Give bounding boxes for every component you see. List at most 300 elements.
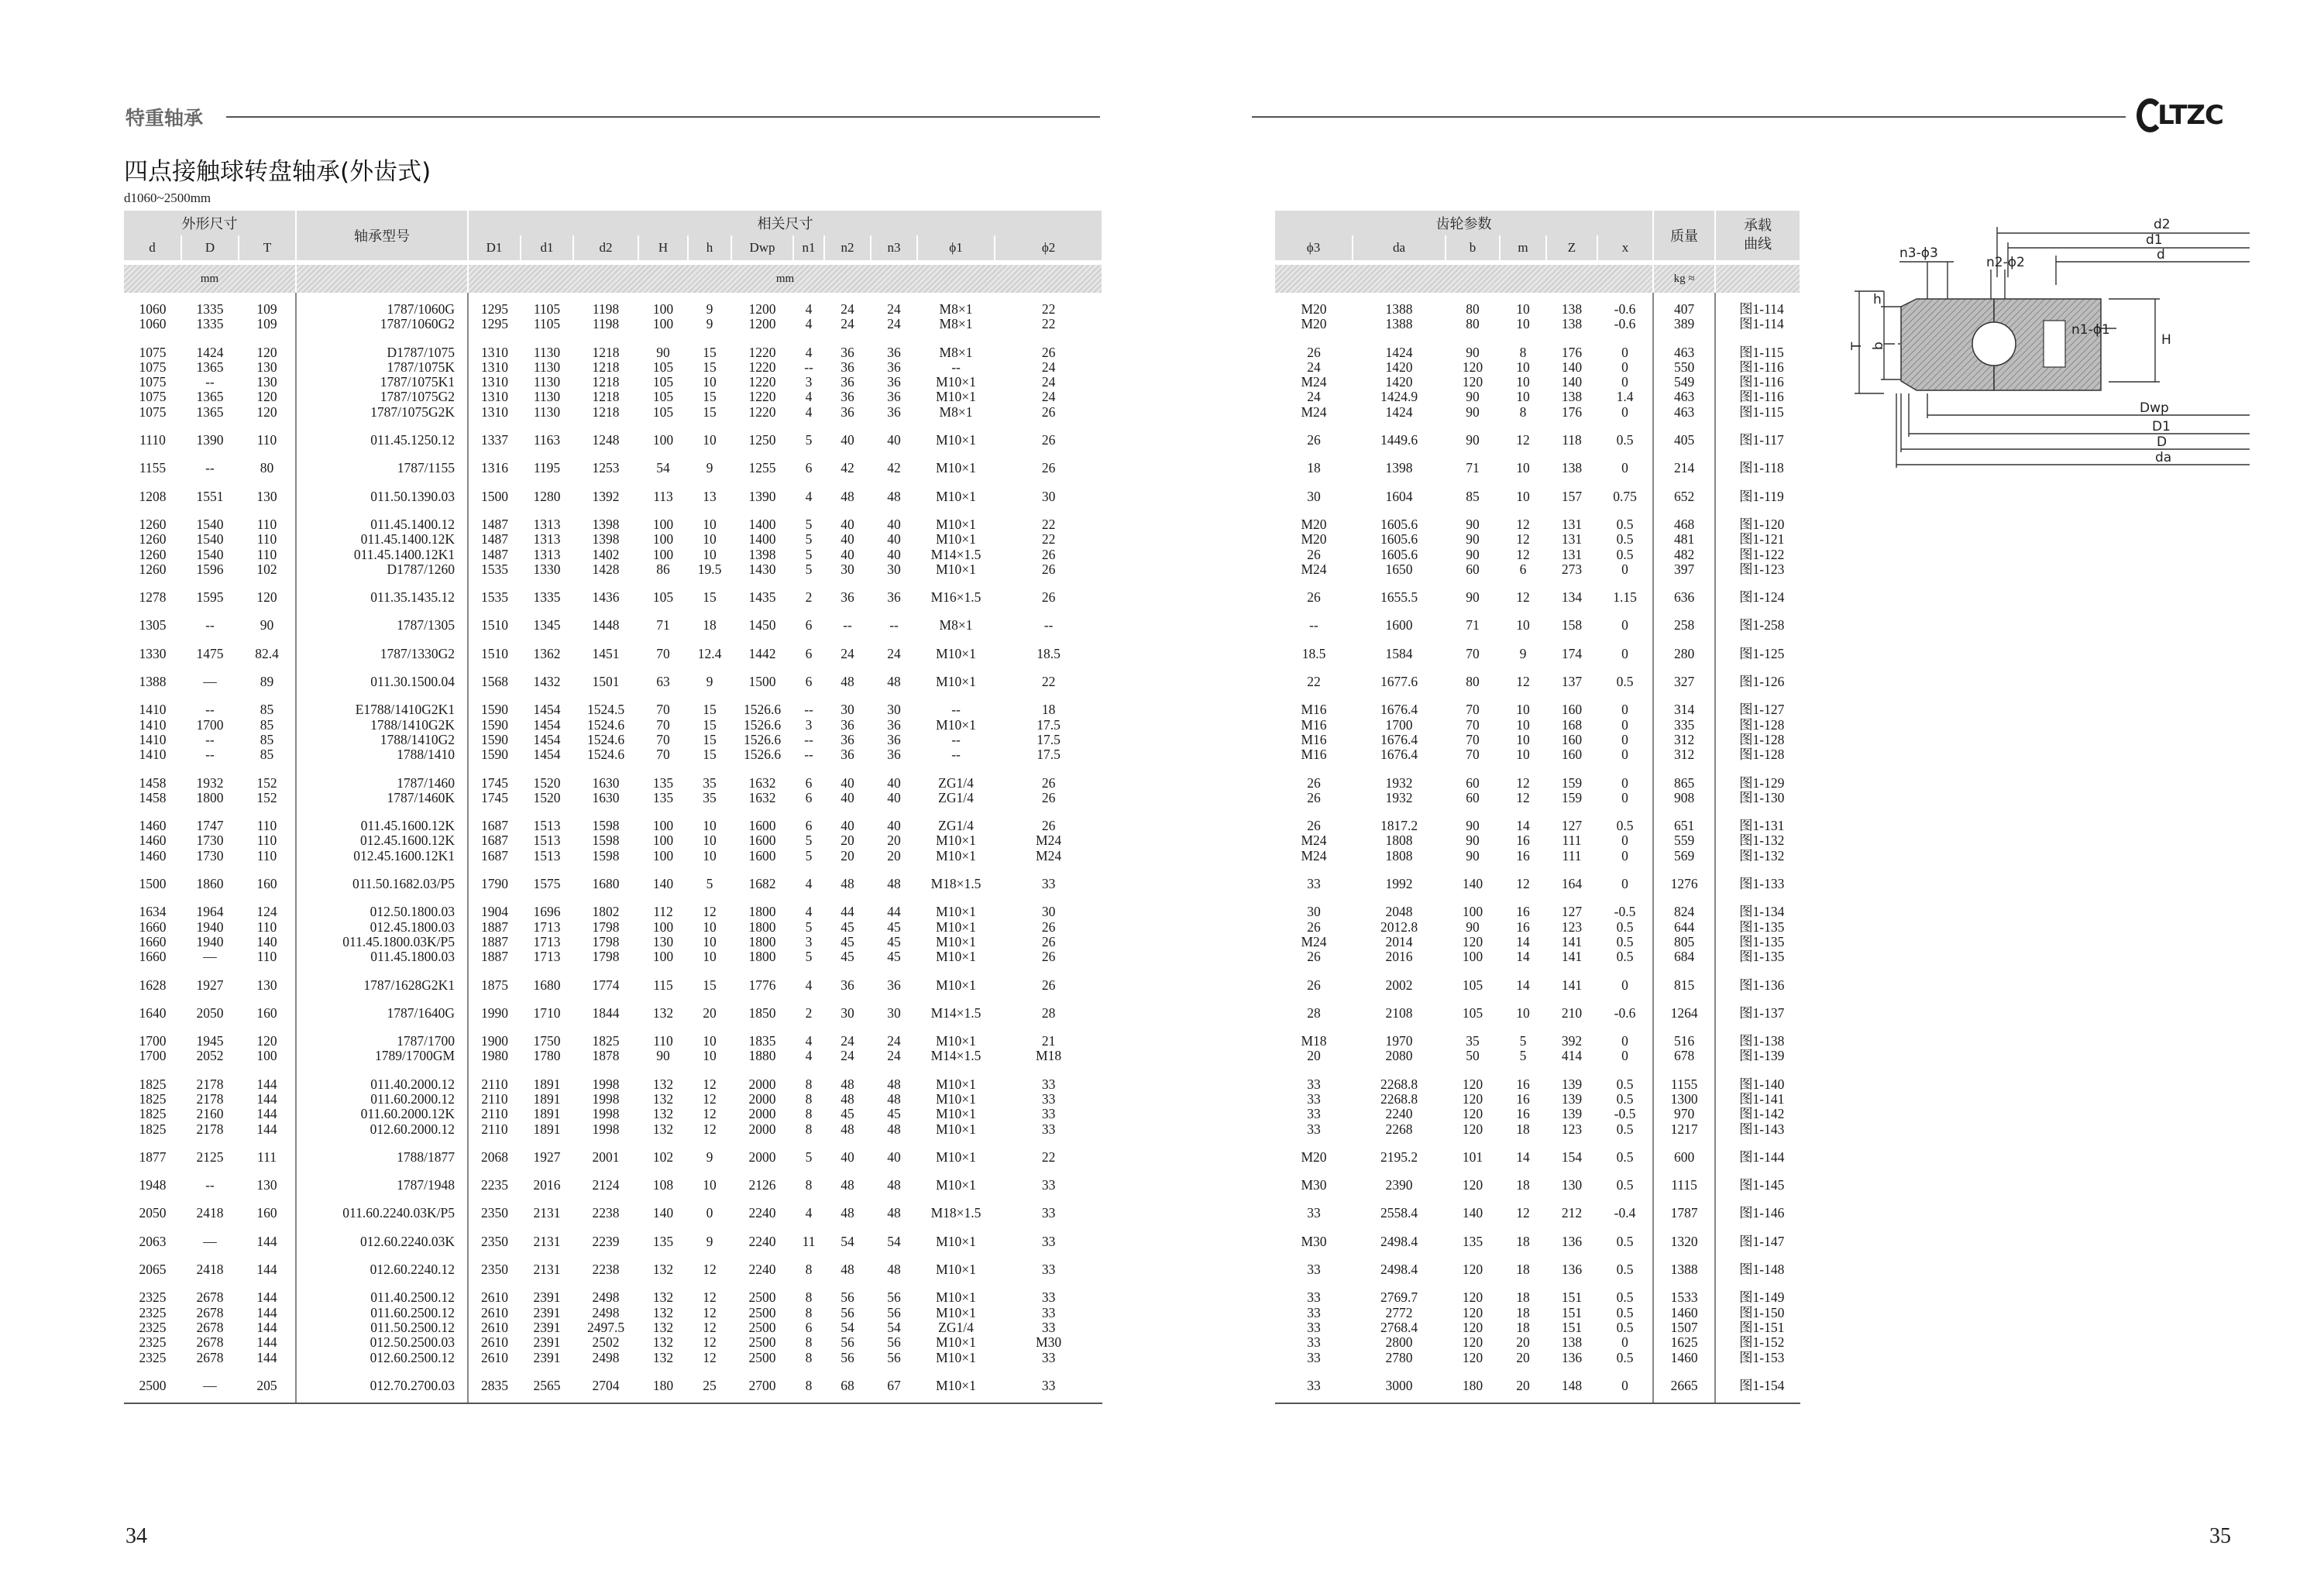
table-cell: 35 [703, 789, 717, 805]
table-cell: 4 [805, 403, 813, 420]
table-cell: 20 [841, 847, 854, 864]
table-cell: 127 [1561, 904, 1583, 920]
table-cell: 图1-117 [1715, 420, 1800, 448]
table-cell: 图1-128 [1715, 747, 1800, 762]
table-cell: 011.60.2240.03K/P5 [296, 1193, 468, 1221]
table-cell: 2500 [748, 1334, 776, 1351]
table-cell: 48 [841, 488, 854, 504]
table-cell: 644 [1653, 920, 1715, 935]
table-cell: 120 [1462, 359, 1483, 375]
table-cell: 0 [1621, 774, 1628, 791]
table-cell: 144 [256, 1106, 277, 1122]
table-cell: 1634 [139, 904, 167, 920]
table-cell: M14×1.5 [930, 1004, 982, 1021]
table-cell: 159 [1561, 789, 1583, 805]
table-row [124, 1049, 1102, 1063]
table-cell: 1598 [592, 833, 620, 849]
table-cell: 1750 [533, 1033, 561, 1049]
table-cell: M8×1 [939, 403, 973, 420]
table-cell: 9 [706, 316, 713, 332]
table-cell: 100 [652, 818, 674, 834]
table-cell: 1700 [1385, 716, 1413, 733]
table-cell: -- [951, 702, 961, 718]
table-cell: 312 [1653, 733, 1715, 747]
table-cell: 1998 [592, 1076, 620, 1092]
table-row [124, 747, 1102, 762]
table-cell: 160 [1561, 747, 1583, 763]
table-cell: 图1-132 [1715, 849, 1800, 864]
label-Dwp: Dwp [2140, 400, 2169, 416]
table-cell: 1524.6 [586, 747, 625, 763]
table-cell: 1680 [533, 977, 561, 993]
table-cell: 18 [703, 617, 717, 633]
table-cell: 1217 [1653, 1122, 1715, 1137]
table-cell: 109 [256, 316, 277, 332]
table-cell: 1787/1330G2 [296, 633, 468, 661]
table-cell: 20 [1516, 1349, 1530, 1365]
size-range: d1060~2500mm [124, 191, 211, 205]
table-cell: 2497.5 [586, 1319, 625, 1335]
table-cell: 120 [1462, 933, 1483, 949]
table-cell: 157 [1561, 488, 1583, 504]
table-cell: 70 [1466, 645, 1480, 661]
table-cell: M10×1 [936, 933, 976, 949]
table-cell: 1451 [592, 645, 620, 661]
table-cell: 559 [1653, 833, 1715, 848]
table-cell: 40 [887, 432, 901, 448]
table-cell: 1250 [748, 432, 776, 448]
table-cell: 24 [841, 316, 854, 332]
table-cell: 1802 [592, 904, 620, 920]
table-cell: 123 [1561, 918, 1583, 935]
table-cell: 12 [703, 1121, 717, 1137]
table-cell: 012.60.2000.12 [296, 1122, 468, 1137]
table-cell: 40 [887, 516, 901, 532]
table-cell: 33 [1041, 876, 1056, 892]
table-cell: 26 [1041, 546, 1056, 562]
table-cell: 90 [1466, 389, 1480, 405]
table-cell: 1398 [592, 531, 620, 548]
table-cell: 图1-258 [1715, 605, 1800, 633]
table-cell: 1278 [139, 589, 167, 606]
table-cell: 2178 [196, 1121, 224, 1137]
table-cell: 2110 [481, 1121, 508, 1137]
table-cell: 1410 [139, 716, 167, 733]
table-cell: 2502 [592, 1334, 620, 1351]
table-cell: 0.5 [1616, 1090, 1634, 1107]
table-cell: 0.75 [1613, 488, 1637, 504]
table-cell: M10×1 [936, 1076, 976, 1092]
label-d1: d1 [2146, 232, 2163, 248]
table-cell: 16 [1516, 918, 1530, 935]
table-cell: 1330 [139, 645, 167, 661]
table-cell: 0 [706, 1205, 713, 1221]
table-cell: M24 [1036, 833, 1062, 849]
table-cell: M10×1 [936, 1349, 976, 1365]
left-data-table [124, 211, 1103, 1404]
table-row [1275, 733, 1800, 747]
table-cell: -- [205, 702, 215, 718]
table-cell: 33 [1307, 1334, 1321, 1351]
table-cell: 90 [1466, 833, 1480, 849]
table-cell: 1632 [748, 774, 776, 791]
table-cell: 15 [703, 977, 717, 993]
table-cell: 36 [841, 403, 854, 420]
table-cell: 136 [1561, 1233, 1583, 1249]
table-cell: 2500 [124, 1365, 181, 1403]
table-cell: 20 [703, 1004, 717, 1021]
table-cell: 25 [688, 1365, 731, 1403]
table-cell: 1825 [139, 1076, 167, 1092]
table-cell: 0.5 [1616, 1349, 1634, 1365]
col-header-phi2: ϕ2 [995, 235, 1102, 263]
table-cell: 569 [1653, 849, 1715, 864]
table-cell: 2126 [748, 1177, 776, 1193]
table-cell: 139 [1561, 1076, 1583, 1092]
table-row [1275, 1064, 1800, 1092]
table-cell: 9 [706, 460, 713, 476]
table-cell: 1660 [139, 933, 167, 949]
table-cell: 1115 [1653, 1165, 1715, 1193]
unit-outer: mm [124, 263, 296, 293]
table-cell: 10 [1516, 488, 1530, 504]
table-cell: 2704 [573, 1365, 638, 1403]
table-cell: D1787/1075 [296, 332, 468, 360]
table-cell: 1218 [592, 359, 620, 375]
table-cell: 33 [1307, 1319, 1321, 1335]
table-cell: 12 [1516, 531, 1530, 548]
table-cell: 26 [1307, 818, 1321, 834]
table-cell: 20 [1516, 1334, 1530, 1351]
table-cell: 1787 [1653, 1193, 1715, 1221]
table-cell: 0 [1597, 1365, 1653, 1403]
table-cell: 图1-134 [1715, 891, 1800, 919]
table-cell: 1526.6 [743, 731, 782, 747]
table-cell: 8 [805, 1121, 813, 1137]
table-row [1275, 747, 1800, 762]
table-cell: 2678 [196, 1319, 224, 1335]
table-cell: 1887 [481, 933, 509, 949]
table-cell: 2240 [748, 1205, 776, 1221]
table-cell: 15 [703, 403, 717, 420]
table-cell: M10×1 [936, 374, 976, 390]
table-row [124, 1137, 1102, 1165]
table-cell: 1630 [592, 789, 620, 805]
table-cell: 144 [256, 1090, 277, 1107]
col-header-d2: d2 [573, 235, 638, 263]
table-cell: 1410 [139, 702, 167, 718]
table-cell: 20 [841, 833, 854, 849]
table-cell: 图1-121 [1715, 532, 1800, 547]
table-cell: 11 [802, 1233, 816, 1249]
table-cell: 012.50.1800.03 [296, 891, 468, 919]
table-cell: 3 [805, 716, 813, 733]
table-cell: 5 [805, 546, 813, 562]
table-cell: 2240 [748, 1262, 776, 1278]
table-cell: 12 [703, 1289, 717, 1306]
table-cell: 138 [1561, 460, 1583, 476]
table-cell: 0 [1621, 847, 1628, 864]
table-cell: 414 [1561, 1048, 1583, 1064]
table-cell: 124 [256, 904, 277, 920]
table-cell: 2391 [533, 1304, 561, 1320]
table-cell: 1435 [748, 589, 776, 606]
table-cell: 120 [1462, 1076, 1483, 1092]
table-cell: -- [205, 460, 215, 476]
table-cell: 图1-122 [1715, 548, 1800, 562]
table-cell: 图1-116 [1715, 390, 1800, 404]
table-cell: 20 [1500, 1365, 1546, 1403]
table-cell: 0.5 [1616, 1177, 1634, 1193]
table-cell: 678 [1653, 1049, 1715, 1063]
table-cell: 70 [1466, 747, 1480, 763]
table-row [124, 718, 1102, 733]
table-cell: 0 [1621, 702, 1628, 718]
table-cell: 684 [1653, 949, 1715, 964]
table-cell: 18 [1516, 1262, 1530, 1278]
table-cell: 1948 [139, 1177, 167, 1193]
table-cell: 图1-135 [1715, 949, 1800, 964]
table-cell: 1590 [481, 731, 509, 747]
table-cell: 111 [1562, 833, 1582, 849]
table-cell: 图1-132 [1715, 833, 1800, 848]
table-cell: M10×1 [936, 949, 976, 965]
table-cell: 1798 [592, 949, 620, 965]
table-cell: 136 [1561, 1262, 1583, 1278]
table-row [1275, 360, 1800, 375]
group-related-dimensions: 相关尺寸 [468, 211, 1102, 235]
table-row [1275, 949, 1800, 964]
table-cell: 2498.4 [1380, 1262, 1418, 1278]
table-cell: 1700 [139, 1048, 167, 1064]
table-cell: 1524.5 [586, 702, 625, 718]
table-cell: 1320 [1653, 1221, 1715, 1249]
table-cell: 12 [703, 904, 717, 920]
table-cell: 1817.2 [1380, 818, 1418, 834]
table-cell: 132 [652, 1121, 674, 1137]
table-cell: 1990 [481, 1004, 509, 1021]
table-cell: 1458 [139, 774, 167, 791]
table-cell: 1218 [592, 344, 620, 360]
table-cell: 16 [1516, 1106, 1530, 1122]
table-cell: 45 [841, 1106, 854, 1122]
table-cell: 19.5 [697, 561, 722, 577]
table-cell: M10×1 [936, 833, 976, 849]
table-row [124, 633, 1102, 661]
table-cell: 407 [1653, 293, 1715, 317]
table-cell: 30 [841, 561, 854, 577]
table-cell: 1687 [481, 833, 509, 849]
table-cell: 36 [841, 977, 854, 993]
table-cell: 160 [256, 876, 277, 892]
ball-icon [1972, 322, 2016, 366]
table-cell: 8 [805, 1304, 813, 1320]
table-cell: 图1-114 [1715, 293, 1800, 317]
table-cell: 2016 [1385, 949, 1413, 965]
table-cell: 1850 [748, 1004, 776, 1021]
table-cell: 图1-149 [1715, 1277, 1800, 1305]
table-cell: 6 [805, 789, 813, 805]
table-cell: 132 [652, 1349, 674, 1365]
table-cell: 图1-143 [1715, 1122, 1800, 1137]
table-cell: M8×1 [939, 316, 973, 332]
table-cell: 40 [841, 516, 854, 532]
table-cell: 1424 [196, 344, 224, 360]
table-cell: -- [205, 617, 215, 633]
table-row [124, 360, 1102, 375]
page-number-left: 34 [125, 1524, 147, 1548]
table-cell: 1860 [196, 876, 224, 892]
table-cell: 2240 [748, 1233, 776, 1249]
table-cell: 24 [887, 1048, 901, 1064]
table-cell: M10×1 [936, 904, 976, 920]
table-cell: 36 [841, 747, 854, 763]
table-cell: 1295 [481, 316, 509, 332]
table-row [124, 920, 1102, 935]
table-cell: 312 [1653, 747, 1715, 762]
table-cell: 132 [652, 1262, 674, 1278]
table-cell: 100 [652, 316, 674, 332]
table-cell: 1676.4 [1380, 731, 1418, 747]
table-cell: 1625 [1653, 1335, 1715, 1350]
table-cell: 45 [887, 949, 901, 965]
table-cell: 30 [887, 702, 901, 718]
table-cell: 130 [1561, 1177, 1583, 1193]
table-row [1275, 1021, 1800, 1049]
table-cell: 2239 [592, 1233, 620, 1249]
table-cell: 2498.4 [1380, 1233, 1418, 1249]
table-cell: 1330 [533, 561, 561, 577]
table-cell: 111 [1562, 847, 1582, 864]
table-cell: 1280 [533, 488, 561, 504]
table-cell: M10×1 [936, 516, 976, 532]
table-cell: 4 [805, 1033, 813, 1049]
table-cell: 2772 [1385, 1304, 1413, 1320]
table-cell: 5 [805, 432, 813, 448]
table-cell: 15 [703, 747, 717, 763]
table-cell: 011.30.1500.04 [296, 661, 468, 689]
table-cell: 26 [1307, 432, 1321, 448]
table-cell: 1800 [748, 933, 776, 949]
table-cell: 48 [841, 1076, 854, 1092]
table-cell: 1248 [592, 432, 620, 448]
table-cell: 1524.6 [586, 731, 625, 747]
table-cell: -- [804, 747, 813, 763]
table-cell: 4 [805, 904, 813, 920]
table-cell: 100 [652, 531, 674, 548]
table-cell: 1460 [139, 833, 167, 849]
table-cell: 130 [256, 1177, 277, 1193]
table-cell: 48 [887, 1262, 901, 1278]
table-cell: 图1-138 [1715, 1021, 1800, 1049]
table-cell: 90 [1466, 918, 1480, 935]
table-cell: 1075 [139, 344, 167, 360]
table-cell: 1220 [748, 344, 776, 360]
table-cell: 10 [1516, 389, 1530, 405]
table-cell: 1460 [1653, 1306, 1715, 1320]
table-cell: 2835 [468, 1365, 521, 1403]
table-row [124, 791, 1102, 805]
table-cell: 2665 [1653, 1365, 1715, 1403]
table-row [124, 763, 1102, 791]
table-cell: 80 [1466, 301, 1480, 317]
table-cell: 2000 [748, 1121, 776, 1137]
table-cell: -- [804, 359, 813, 375]
table-cell: 463 [1653, 332, 1715, 360]
table-cell: 图1-126 [1715, 661, 1800, 689]
table-cell: 2325 [139, 1289, 167, 1306]
table-cell: 36 [841, 359, 854, 375]
table-row [124, 949, 1102, 964]
table-row [124, 1306, 1102, 1320]
table-cell: 图1-128 [1715, 718, 1800, 733]
table-cell: 0 [1621, 716, 1628, 733]
table-cell: 0.5 [1616, 1289, 1634, 1306]
table-row [124, 605, 1102, 633]
table-cell: M10×1 [936, 1177, 976, 1193]
table-cell: 2500 [748, 1289, 776, 1306]
table-cell: 26 [1041, 589, 1056, 606]
table-cell: 1500 [748, 674, 776, 690]
table-cell: 2268 [1385, 1121, 1413, 1137]
table-row [124, 805, 1102, 833]
table-cell: 1710 [533, 1004, 561, 1021]
table-cell: 4 [805, 876, 813, 892]
table-cell: 24 [887, 1033, 901, 1049]
table-cell: 1630 [592, 774, 620, 791]
table-cell: -- [843, 617, 852, 633]
table-cell: 1660 [139, 949, 167, 965]
table-cell: 1524.6 [586, 716, 625, 733]
table-cell: 0.5 [1616, 949, 1634, 965]
table-row [1275, 993, 1800, 1021]
table-cell: 5 [805, 531, 813, 548]
table-cell: 1075 [139, 403, 167, 420]
table-cell: 1880 [748, 1048, 776, 1064]
table-cell: 85 [260, 747, 274, 763]
group-outer-dimensions: 外形尺寸 [124, 211, 296, 235]
table-cell: 6 [805, 645, 813, 661]
table-cell: 15 [703, 716, 717, 733]
table-cell: M20 [1301, 1149, 1327, 1165]
table-cell: 图1-151 [1715, 1320, 1800, 1335]
table-cell: 44 [887, 904, 901, 920]
table-cell: 10 [1516, 460, 1530, 476]
table-row [1275, 805, 1800, 833]
table-cell: 36 [887, 374, 901, 390]
table-cell: 图1-128 [1715, 733, 1800, 747]
table-cell: 135 [1462, 1233, 1483, 1249]
table-cell: 1513 [533, 833, 561, 849]
table-cell: 1260 [139, 516, 167, 532]
table-row [124, 733, 1102, 747]
table-cell: 1500 [481, 488, 509, 504]
table-cell: 134 [1561, 589, 1583, 606]
table-cell: 图1-124 [1715, 577, 1800, 605]
table-cell: 54 [841, 1233, 854, 1249]
table-cell: 12 [703, 1090, 717, 1107]
table-cell: 0.5 [1616, 432, 1634, 448]
table-cell: 481 [1653, 532, 1715, 547]
table-cell: 2014 [1385, 933, 1413, 949]
table-cell: 48 [887, 1121, 901, 1137]
table-cell: 6 [805, 617, 813, 633]
table-cell: 824 [1653, 891, 1715, 919]
table-cell: 1313 [533, 546, 561, 562]
table-cell: M10×1 [936, 389, 976, 405]
table-cell: 9 [1519, 645, 1527, 661]
table-cell: 1835 [748, 1033, 776, 1049]
